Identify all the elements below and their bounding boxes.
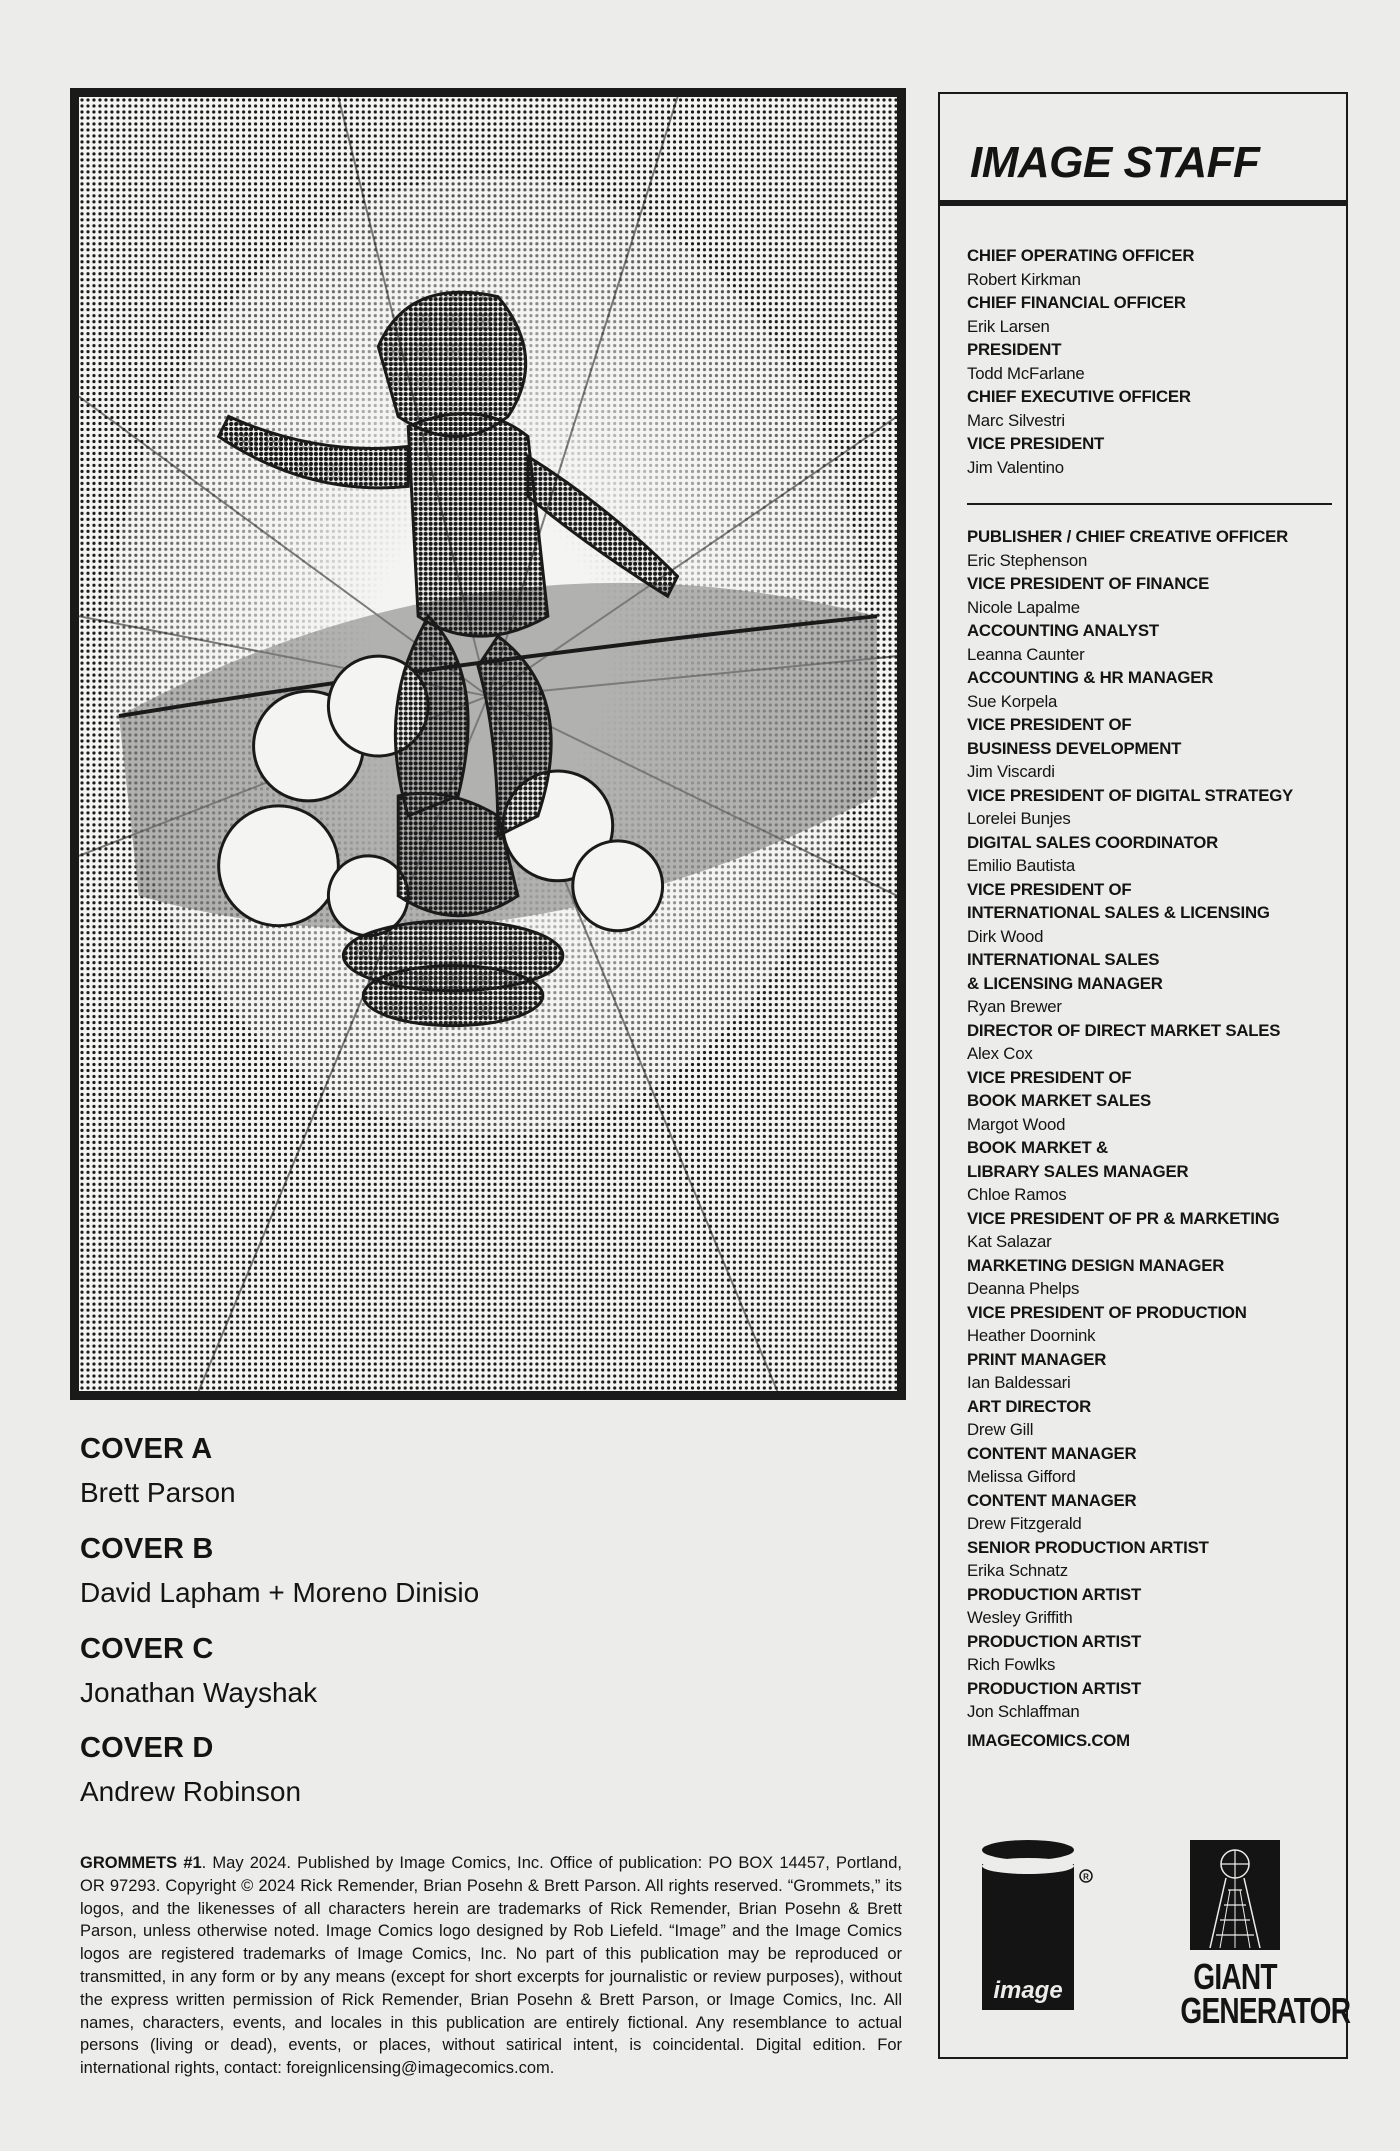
staff-role: SENIOR PRODUCTION ARTIST [967, 1537, 1209, 1557]
staff-role: MARKETING DESIGN MANAGER [967, 1255, 1225, 1275]
cover-artwork [70, 88, 906, 1400]
staff-name: Emilio Bautista [967, 856, 1075, 875]
cover-label: COVER D [80, 1732, 214, 1764]
staff-role: CHIEF OPERATING OFFICER [967, 246, 1195, 265]
staff-role: ART DIRECTOR [967, 1396, 1092, 1416]
cover-artist: Jonathan Wayshak [80, 1677, 318, 1708]
staff-name: Kat Salazar [967, 1232, 1052, 1251]
skateboarder-illustration [79, 97, 897, 1391]
staff-name: Dirk Wood [967, 926, 1044, 946]
staff-title: IMAGE STAFF [970, 138, 1260, 187]
staff-name: Leanna Caunter [967, 644, 1085, 664]
legal-title: GROMMETS #1 [80, 1854, 202, 1872]
staff-name: Deanna Phelps [967, 1279, 1080, 1298]
staff-role: PRESIDENT [967, 340, 1062, 359]
cover-a [80, 1432, 900, 1510]
staff-role: PRODUCTION ARTIST [967, 1678, 1142, 1698]
cover-label: COVER B [80, 1533, 214, 1565]
cover-d [80, 1731, 900, 1809]
executive-list [967, 244, 1337, 479]
staff-role: VICE PRESIDENT OF BOOK MARKET SALES [967, 1067, 1151, 1110]
staff-name: Drew Gill [967, 1420, 1034, 1439]
staff-name: Ryan Brewer [967, 997, 1062, 1016]
staff-role: BOOK MARKET & LIBRARY SALES MANAGER [967, 1138, 1189, 1181]
staff-name: Alex Cox [967, 1044, 1033, 1063]
giant-generator-wordmark: GIANT GENERATOR [1180, 1956, 1351, 2031]
staff-name: Wesley Griffith [967, 1608, 1073, 1627]
staff-name: Nicole Lapalme [967, 597, 1080, 617]
staff-role: PRINT MANAGER [967, 1349, 1107, 1369]
staff-name: Eric Stephenson [967, 550, 1088, 570]
team-list [967, 525, 1337, 1724]
legal-indicia [80, 1852, 902, 2080]
staff-name: Robert Kirkman [967, 269, 1081, 289]
cover-artist: David Lapham + Moreno Dinisio [80, 1577, 480, 1608]
staff-name: Erika Schnatz [967, 1561, 1068, 1580]
staff-name: Jon Schlaffman [967, 1702, 1080, 1721]
staff-role: DIRECTOR OF DIRECT MARKET SALES [967, 1020, 1281, 1040]
staff-role: CONTENT MANAGER [967, 1443, 1137, 1463]
image-comics-logo [978, 1840, 1098, 2014]
staff-name: Chloe Ramos [967, 1185, 1067, 1204]
staff-box [938, 92, 1351, 2059]
staff-role: CONTENT MANAGER [967, 1490, 1137, 1510]
staff-role: INTERNATIONAL SALES & LICENSING MANAGER [967, 950, 1163, 993]
staff-name: Rich Fowlks [967, 1655, 1056, 1674]
staff-name: Heather Doornink [967, 1326, 1096, 1345]
staff-role: VICE PRESIDENT OF DIGITAL STRATEGY [967, 785, 1294, 805]
title-rule [940, 200, 1346, 206]
staff-name: Margot Wood [967, 1114, 1066, 1134]
staff-name: Drew Fitzgerald [967, 1514, 1082, 1533]
staff-role: ACCOUNTING & HR MANAGER [967, 668, 1214, 687]
giant-generator-logo [1165, 1840, 1351, 2036]
staff-role: PUBLISHER / CHIEF CREATIVE OFFICER [967, 527, 1289, 546]
staff-name: Jim Valentino [967, 457, 1064, 477]
staff-role: VICE PRESIDENT [967, 434, 1105, 453]
svg-text:R: R [1083, 1872, 1089, 1882]
staff-role: VICE PRESIDENT OF PRODUCTION [967, 1302, 1247, 1322]
staff-name: Todd McFarlane [967, 363, 1085, 383]
staff-name: Jim Viscardi [967, 762, 1055, 781]
staff-role: CHIEF EXECUTIVE OFFICER [967, 387, 1191, 406]
staff-name: Sue Korpela [967, 691, 1058, 711]
cover-b [80, 1532, 900, 1610]
staff-name: Melissa Gifford [967, 1467, 1076, 1486]
legal-text: . May 2024. Published by Image Comics, Inc. Office of publication: PO BOX 14457, Portland, OR 97293. Copyright © 2024 Rick Remender, Brian Posehn & Brett Parson. All rights reserved. “Grommets,” its logos, and the likenesses of all characters herein are trademarks of Rick Remender, Brian Posehn & Brett Parson, unless otherwise noted. Image Comics logo designed by Rob Liefeld. “Image” and the Image Comics logos are registered trademarks of Image Comics, Inc. No part of this publication may be reproduced or transmitted, in any form or by any means (except for short excerpts for journalistic or review purposes), without the express written permission of Rick Remender, Brian Posehn & Brett Parson, or Image Comics, Inc. All names, characters, events, and locales in this publication are entirely fictional. Any resemblance to actual persons (living or dead), events, or places, without satirical intent, is coincidental. Digital edition. For international rights, contact: foreignlicensing@imagecomics.com. [80, 1854, 902, 2078]
cover-artist: Brett Parson [80, 1477, 236, 1508]
staff-role: CHIEF FINANCIAL OFFICER [967, 293, 1186, 312]
staff-role: VICE PRESIDENT OF INTERNATIONAL SALES & LICENSING [967, 879, 1270, 922]
cover-c [80, 1632, 900, 1710]
staff-role: VICE PRESIDENT OF BUSINESS DEVELOPMENT [967, 715, 1182, 758]
staff-divider [967, 503, 1332, 505]
staff-role: ACCOUNTING ANALYST [967, 621, 1159, 640]
cover-artist: Andrew Robinson [80, 1776, 302, 1807]
cover-label: COVER C [80, 1633, 214, 1665]
staff-name: Erik Larsen [967, 316, 1050, 336]
cover-label: COVER A [80, 1433, 213, 1465]
staff-name: Marc Silvestri [967, 410, 1065, 430]
staff-role: DIGITAL SALES COORDINATOR [967, 832, 1219, 852]
staff-name: Lorelei Bunjes [967, 809, 1071, 828]
staff-role: PRODUCTION ARTIST [967, 1631, 1142, 1651]
staff-name: Ian Baldessari [967, 1373, 1071, 1392]
staff-role: PRODUCTION ARTIST [967, 1584, 1142, 1604]
staff-role: VICE PRESIDENT OF FINANCE [967, 574, 1210, 593]
website-link[interactable]: IMAGECOMICS.COM [967, 1731, 1130, 1750]
image-logo-wordmark: image [993, 1977, 1063, 2004]
staff-role: VICE PRESIDENT OF PR & MARKETING [967, 1208, 1280, 1228]
